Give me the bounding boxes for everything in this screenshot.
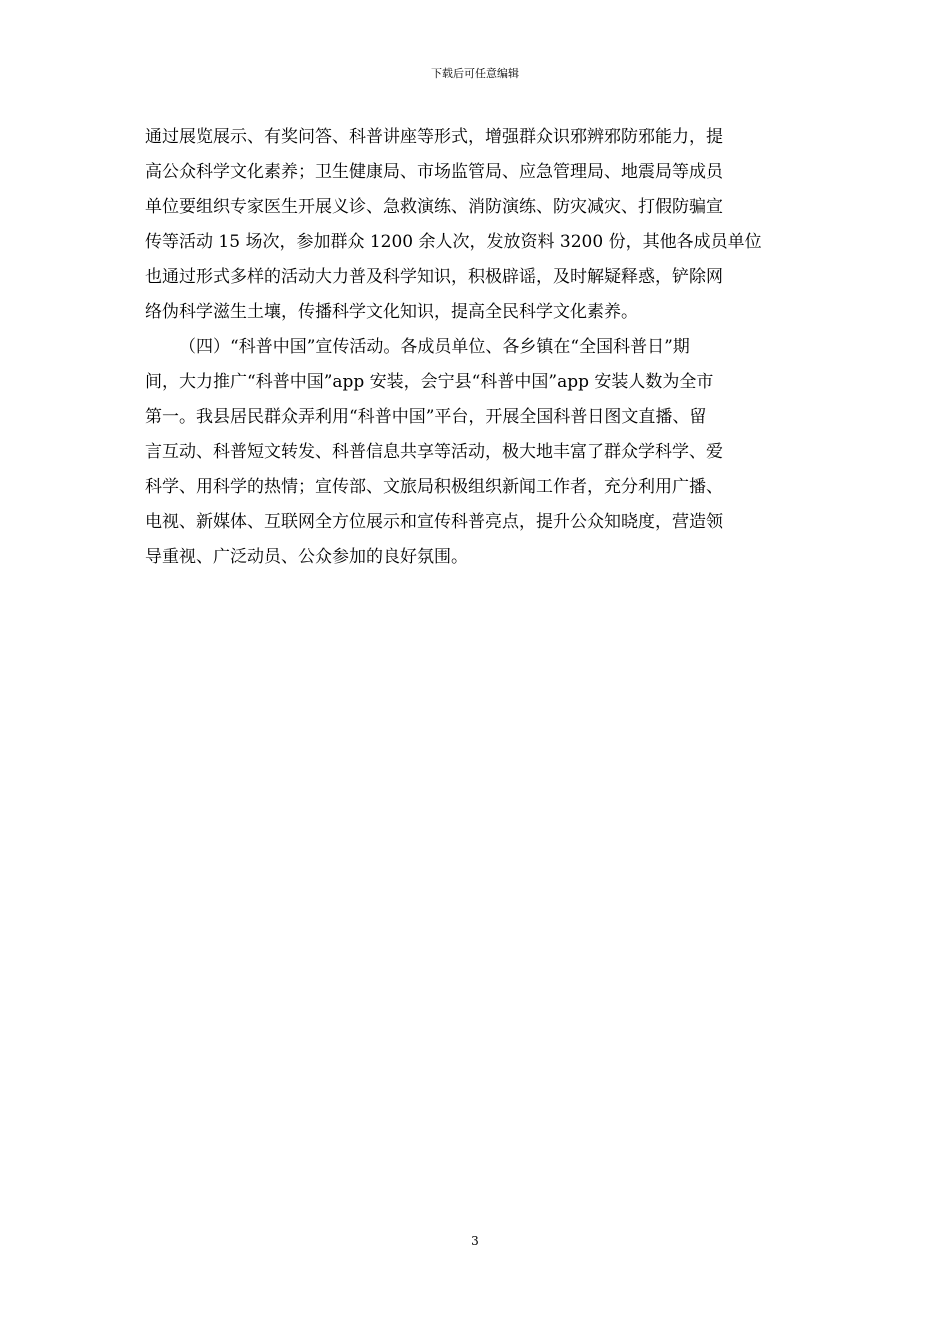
text-line: 也通过形式多样的活动大力普及科学知识，积极辟谣，及时解疑释惑，铲除网 xyxy=(145,267,723,287)
text-line: 第一。我县居民群众弄利用“科普中国”平台，开展全国科普日图文直播、留 xyxy=(145,407,707,427)
document-body xyxy=(145,120,810,575)
page-header: 下载后可任意编辑 xyxy=(431,67,519,80)
text-line: 传等活动 15 场次，参加群众 1200 余人次，发放资料 3200 份，其他各成员单位 xyxy=(145,232,762,252)
text-line: 言互动、科普短文转发、科普信息共享等活动，极大地丰富了群众学科学、爱 xyxy=(145,442,723,462)
text-line: 通过展览展示、有奖问答、科普讲座等形式，增强群众识邪辨邪防邪能力，提 xyxy=(145,127,723,147)
text-line: 导重视、广泛动员、公众参加的良好氛围。 xyxy=(145,547,468,567)
paragraph-activities-continued xyxy=(145,120,810,330)
text-line: 间，大力推广“科普中国”app 安装，会宁县“科普中国”app 安装人数为全市 xyxy=(145,372,714,392)
paragraph-kepu-zhongguo xyxy=(145,330,810,575)
text-line: 电视、新媒体、互联网全方位展示和宣传科普亮点，提升公众知晓度，营造领 xyxy=(145,512,723,532)
text-line: 络伪科学滋生土壤，传播科学文化知识，提高全民科学文化素养。 xyxy=(145,302,638,322)
text-line: 单位要组织专家医生开展义诊、急救演练、消防演练、防灾减灾、打假防骗宣 xyxy=(145,197,723,217)
text-line: 科学、用科学的热情；宣传部、文旅局积极组织新闻工作者，充分利用广播、 xyxy=(145,477,723,497)
text-line: 高公众科学文化素养；卫生健康局、市场监管局、应急管理局、地震局等成员 xyxy=(145,162,723,182)
text-line: （四）“科普中国”宣传活动。各成员单位、各乡镇在“全国科普日”期 xyxy=(179,337,690,357)
page-number: 3 xyxy=(471,1234,479,1248)
